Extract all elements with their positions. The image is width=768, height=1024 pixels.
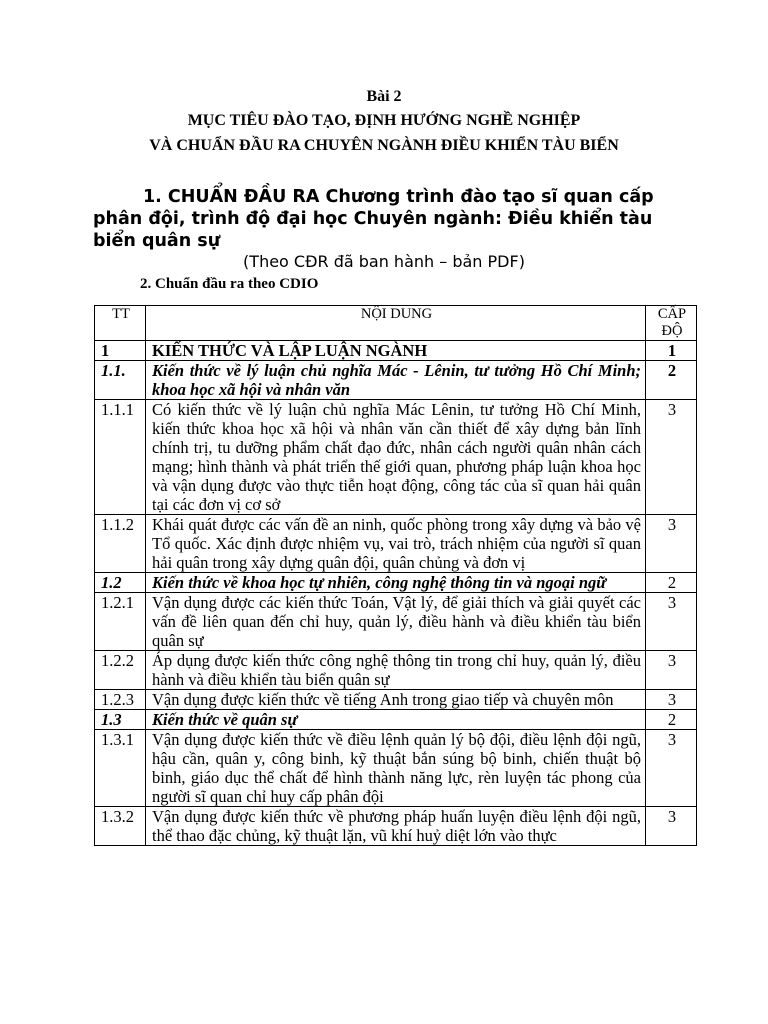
- header-tt: TT: [95, 306, 146, 341]
- row-tt: 1: [95, 341, 146, 361]
- table-row: [95, 361, 697, 400]
- row-content: Kiến thức về khoa học tự nhiên, công nghệ thông tin và ngoại ngữ: [146, 573, 646, 593]
- row-level: 3: [646, 690, 697, 710]
- row-tt: 1.1.: [95, 361, 146, 400]
- table-row: [95, 710, 697, 730]
- row-level: 3: [646, 807, 697, 846]
- document-title-line-1: MỤC TIÊU ĐÀO TẠO, ĐỊNH HƯỚNG NGHỀ NGHIỆP: [187, 112, 581, 129]
- row-level: 3: [646, 515, 697, 573]
- section-2-heading: 2. Chuẩn đầu ra theo CDIO: [140, 276, 319, 292]
- row-tt: 1.3: [95, 710, 146, 730]
- table-row: [95, 730, 697, 807]
- header-content: NỘI DUNG: [146, 306, 646, 341]
- table-row: [95, 400, 697, 515]
- row-tt: 1.2.1: [95, 593, 146, 651]
- row-content: KIẾN THỨC VÀ LẬP LUẬN NGÀNH: [146, 341, 646, 361]
- table-row: [95, 573, 697, 593]
- document-title-line-2: VÀ CHUẨN ĐẦU RA CHUYÊN NGÀNH ĐIỀU KHIỂN TÀU BIỂN: [149, 137, 619, 154]
- row-content: Kiến thức về lý luận chủ nghĩa Mác - Lênin, tư tưởng Hồ Chí Minh; khoa học xã hội và nhân văn: [146, 361, 646, 400]
- row-content: Vận dụng được kiến thức về phương pháp huấn luyện điều lệnh đội ngũ, thể thao đặc chủng, kỹ thuật lặn, vũ khí huỷ diệt lớn vào thực: [146, 807, 646, 846]
- section-1-heading: 1. CHUẨN ĐẦU RA Chương trình đào tạo sĩ quan cấp phân đội, trình độ đại học Chuyên ngành: Điều khiển tàu biển quân sự: [93, 187, 654, 251]
- section-1-note: (Theo CĐR đã ban hành – bản PDF): [243, 252, 525, 271]
- header-level: CẤP ĐỘ: [646, 306, 697, 341]
- row-level: 2: [646, 710, 697, 730]
- row-content: Vận dụng được các kiến thức Toán, Vật lý, để giải thích và giải quyết các vấn đề liên quan đến chỉ huy, quản lý, điều hành và điều khiển tàu biển quân sự: [146, 593, 646, 651]
- row-tt: 1.2.2: [95, 651, 146, 690]
- table-row: [95, 515, 697, 573]
- table-row: [95, 341, 697, 361]
- row-level: 3: [646, 651, 697, 690]
- row-tt: 1.3.2: [95, 807, 146, 846]
- row-tt: 1.1.2: [95, 515, 146, 573]
- row-tt: 1.2: [95, 573, 146, 593]
- table-row: [95, 651, 697, 690]
- row-level: 2: [646, 573, 697, 593]
- row-level: 1: [646, 341, 697, 361]
- table-row: [95, 690, 697, 710]
- row-content: Áp dụng được kiến thức công nghệ thông tin trong chỉ huy, quản lý, điều hành và điều khiển tàu biển quân sự: [146, 651, 646, 690]
- row-content: Vận dụng được kiến thức về điều lệnh quản lý bộ đội, điều lệnh đội ngũ, hậu cần, quân y, công binh, kỹ thuật bắn súng bộ binh, chiến thuật bộ binh, giáo dục thể chất để hình thành năng lực, rèn luyện tác phong của người sĩ quan chỉ huy cấp phân đội: [146, 730, 646, 807]
- table-row: [95, 807, 697, 846]
- lesson-number: Bài 2: [366, 88, 402, 105]
- row-level: 3: [646, 730, 697, 807]
- cdio-outcomes-table: [94, 305, 697, 846]
- row-tt: 1.3.1: [95, 730, 146, 807]
- row-level: 3: [646, 400, 697, 515]
- row-tt: 1.1.1: [95, 400, 146, 515]
- table-header-row: [95, 306, 697, 341]
- row-content: Khái quát được các vấn đề an ninh, quốc phòng trong xây dựng và bảo vệ Tổ quốc. Xác định được nhiệm vụ, vai trò, trách nhiệm của người sĩ quan hải quân trong xây dựng quân đội, quân chủng và đơn vị: [146, 515, 646, 573]
- row-content: Có kiến thức về lý luận chủ nghĩa Mác Lênin, tư tưởng Hồ Chí Minh, kiến thức khoa học xã hội và nhân văn cần thiết để xây dựng bản lĩnh chính trị, tu dưỡng phẩm chất đạo đức, nhân cách người quân nhân cách mạng; hình thành và phát triển thế giới quan, phương pháp luận khoa học và vận dụng được vào thực tiễn hoạt động, công tác của sĩ quan hải quân tại các đơn vị cơ sở: [146, 400, 646, 515]
- row-content: Kiến thức về quân sự: [146, 710, 646, 730]
- table-row: [95, 593, 697, 651]
- row-level: 3: [646, 593, 697, 651]
- row-level: 2: [646, 361, 697, 400]
- row-tt: 1.2.3: [95, 690, 146, 710]
- row-content: Vận dụng được kiến thức về tiếng Anh trong giao tiếp và chuyên môn: [146, 690, 646, 710]
